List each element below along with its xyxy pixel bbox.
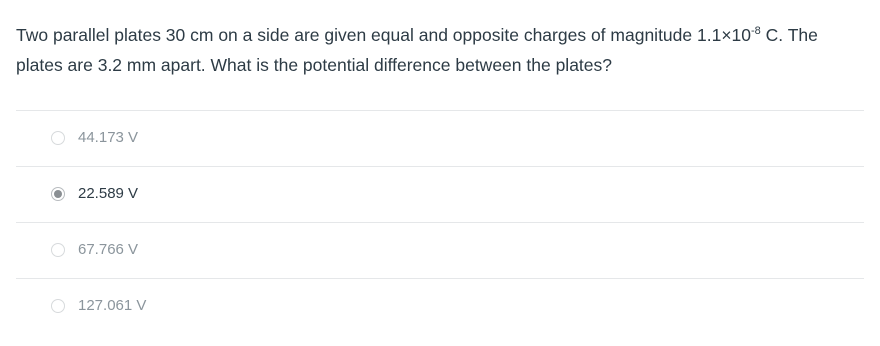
radio-button-icon[interactable] [51, 299, 65, 313]
answer-option-2[interactable] [16, 166, 864, 222]
answer-label[interactable]: 127.061 V [78, 297, 147, 314]
radio-button-icon[interactable] [51, 131, 65, 145]
answer-list [16, 110, 864, 334]
answer-label[interactable]: 22.589 V [78, 185, 139, 202]
question-text [16, 20, 866, 80]
question-text-part1: Two parallel plates 30 cm on a side are given equal and opposite charges of magnitude 1.1×10 [16, 25, 751, 45]
answer-label[interactable]: 67.766 V [78, 241, 139, 258]
answer-option-3[interactable] [16, 222, 864, 278]
answer-option-1[interactable] [16, 110, 864, 166]
radio-button-icon[interactable] [51, 243, 65, 257]
answer-option-4[interactable] [16, 278, 864, 334]
radio-button-selected-icon[interactable] [51, 187, 65, 201]
answer-label[interactable]: 44.173 V [78, 129, 139, 146]
question-text-part2: C. The plates are 3.2 mm apart. What is the potential difference between the plates? [16, 25, 818, 75]
question-exponent: -8 [751, 25, 761, 37]
